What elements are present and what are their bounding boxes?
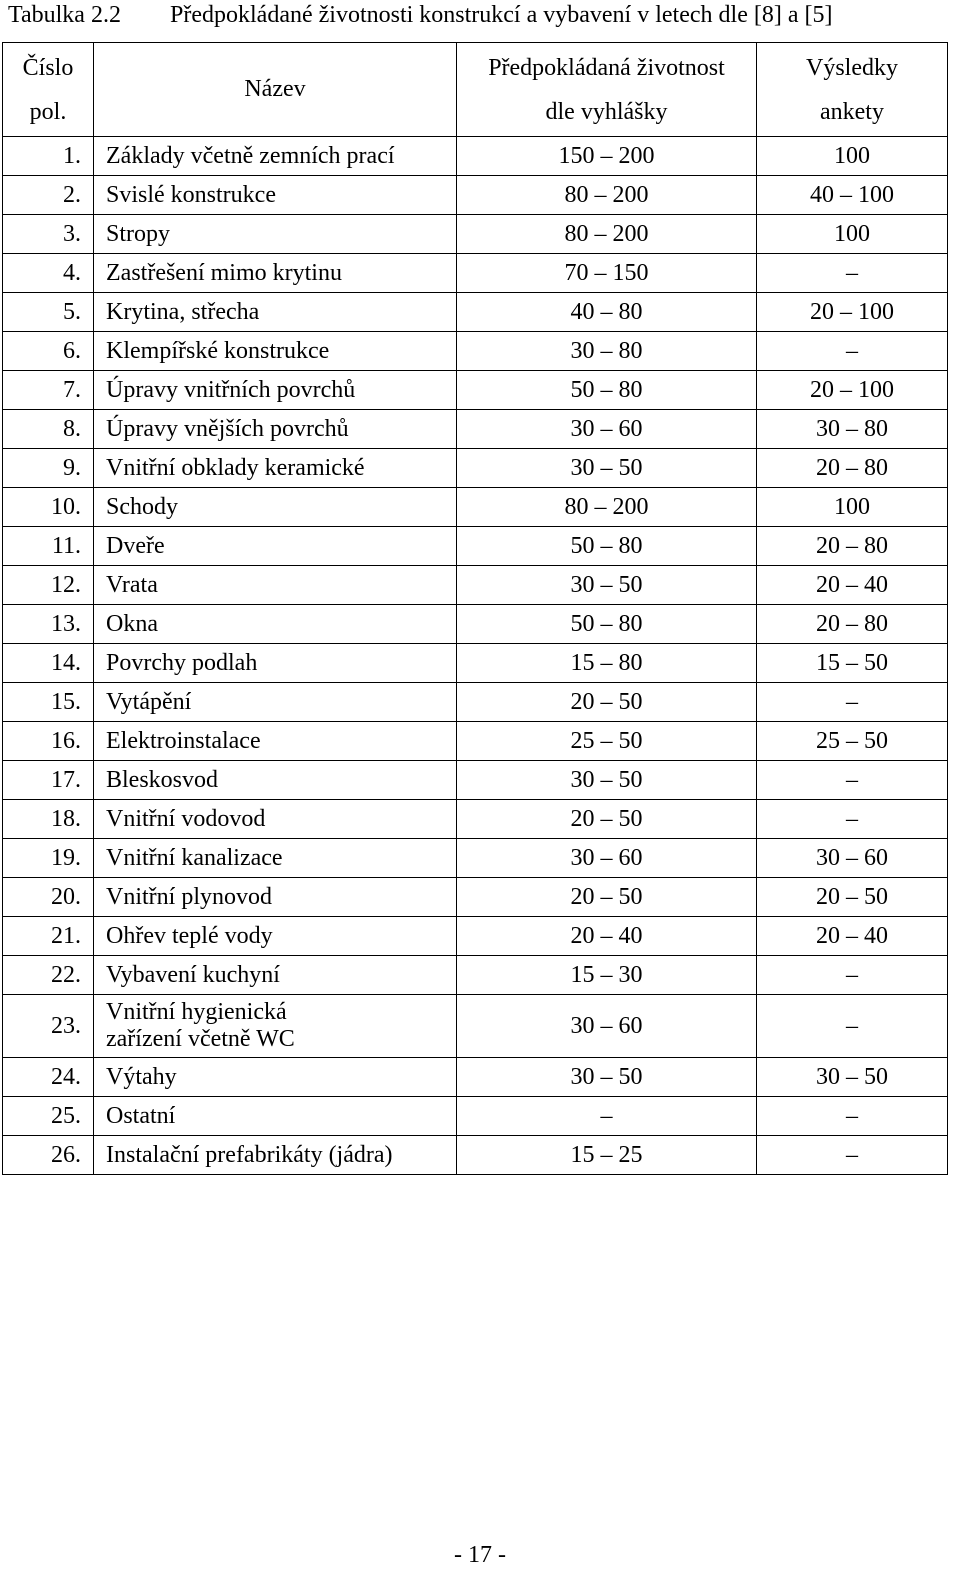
row-name: Svislé konstrukce [94, 176, 457, 215]
row-expected-life: 80 – 200 [457, 215, 757, 254]
row-name: Povrchy podlah [94, 644, 457, 683]
row-number: 9. [3, 449, 94, 488]
table-row [3, 800, 948, 839]
table-row [3, 332, 948, 371]
table-row [3, 917, 948, 956]
header-survey-line-2: ankety [820, 98, 884, 125]
row-expected-life: 70 – 150 [457, 254, 757, 293]
row-name: Vnitřní plynovod [94, 878, 457, 917]
row-survey: 20 – 40 [757, 566, 948, 605]
row-expected-life: 30 – 50 [457, 566, 757, 605]
table-row [3, 605, 948, 644]
row-name: Úpravy vnitřních povrchů [94, 371, 457, 410]
row-survey: – [757, 1136, 948, 1175]
row-survey: 20 – 100 [757, 293, 948, 332]
row-name: Vybavení kuchyní [94, 956, 457, 995]
row-number: 18. [3, 800, 94, 839]
row-survey: – [757, 1097, 948, 1136]
row-expected-life: 30 – 50 [457, 1058, 757, 1097]
row-name: Okna [94, 605, 457, 644]
row-survey: – [757, 254, 948, 293]
row-name: Bleskosvod [94, 761, 457, 800]
row-number: 5. [3, 293, 94, 332]
table-row [3, 644, 948, 683]
row-expected-life: 15 – 30 [457, 956, 757, 995]
row-survey: 20 – 80 [757, 527, 948, 566]
row-expected-life: 150 – 200 [457, 137, 757, 176]
row-number: 17. [3, 761, 94, 800]
row-survey: 100 [757, 488, 948, 527]
row-name: Instalační prefabrikáty (jádra) [94, 1136, 457, 1175]
row-number: 1. [3, 137, 94, 176]
page-number: - 17 - [454, 1542, 506, 1568]
row-survey: 15 – 50 [757, 644, 948, 683]
row-expected-life: 30 – 50 [457, 449, 757, 488]
row-number: 8. [3, 410, 94, 449]
row-survey: 20 – 50 [757, 878, 948, 917]
row-survey: 100 [757, 137, 948, 176]
table-row [3, 527, 948, 566]
row-expected-life: 20 – 50 [457, 800, 757, 839]
row-number: 23. [3, 995, 94, 1058]
row-name: Elektroinstalace [94, 722, 457, 761]
row-expected-life: 30 – 60 [457, 995, 757, 1058]
header-name: Název [94, 43, 457, 137]
table-row [3, 878, 948, 917]
row-name: Schody [94, 488, 457, 527]
row-name: Ostatní [94, 1097, 457, 1136]
row-number: 21. [3, 917, 94, 956]
row-expected-life: 50 – 80 [457, 371, 757, 410]
row-number: 20. [3, 878, 94, 917]
row-survey: 20 – 40 [757, 917, 948, 956]
table-row [3, 839, 948, 878]
table-row [3, 995, 948, 1058]
row-number: 25. [3, 1097, 94, 1136]
header-number-line-2: pol. [29, 98, 67, 125]
row-expected-life: 20 – 40 [457, 917, 757, 956]
lifetime-table [2, 42, 948, 1175]
row-name: Vnitřní hygienická zařízení včetně WC [94, 995, 457, 1058]
row-name: Dveře [94, 527, 457, 566]
row-name: Vrata [94, 566, 457, 605]
row-survey: 100 [757, 215, 948, 254]
row-expected-life: 30 – 60 [457, 410, 757, 449]
row-expected-life: – [457, 1097, 757, 1136]
row-expected-life: 30 – 50 [457, 761, 757, 800]
row-survey: – [757, 995, 948, 1058]
table-row [3, 761, 948, 800]
row-name: Zastřešení mimo krytinu [94, 254, 457, 293]
row-number: 2. [3, 176, 94, 215]
table-row [3, 176, 948, 215]
header-expected-life-line-2: dle vyhlášky [545, 98, 668, 125]
row-survey: 30 – 50 [757, 1058, 948, 1097]
table-row [3, 449, 948, 488]
table-row [3, 1136, 948, 1175]
table-row [3, 1058, 948, 1097]
row-number: 19. [3, 839, 94, 878]
row-number: 4. [3, 254, 94, 293]
row-survey: 20 – 80 [757, 605, 948, 644]
row-expected-life: 80 – 200 [457, 176, 757, 215]
row-number: 10. [3, 488, 94, 527]
row-number: 12. [3, 566, 94, 605]
row-name: Stropy [94, 215, 457, 254]
row-survey: – [757, 761, 948, 800]
row-expected-life: 40 – 80 [457, 293, 757, 332]
row-expected-life: 30 – 60 [457, 839, 757, 878]
row-number: 7. [3, 371, 94, 410]
table-row [3, 488, 948, 527]
table-row [3, 137, 948, 176]
header-number [3, 43, 94, 137]
row-survey: – [757, 683, 948, 722]
row-name: Vnitřní kanalizace [94, 839, 457, 878]
row-survey: 25 – 50 [757, 722, 948, 761]
row-expected-life: 15 – 80 [457, 644, 757, 683]
row-expected-life: 15 – 25 [457, 1136, 757, 1175]
row-number: 3. [3, 215, 94, 254]
row-name: Krytina, střecha [94, 293, 457, 332]
row-name: Vytápění [94, 683, 457, 722]
table-header-row [3, 43, 948, 137]
row-number: 6. [3, 332, 94, 371]
row-survey: 20 – 80 [757, 449, 948, 488]
row-name: Vnitřní obklady keramické [94, 449, 457, 488]
table-caption [8, 0, 832, 30]
row-survey: – [757, 332, 948, 371]
row-name: Výtahy [94, 1058, 457, 1097]
row-number: 16. [3, 722, 94, 761]
row-survey: 30 – 60 [757, 839, 948, 878]
table-row [3, 566, 948, 605]
table-row [3, 683, 948, 722]
table-row [3, 254, 948, 293]
row-expected-life: 50 – 80 [457, 605, 757, 644]
row-name: Vnitřní vodovod [94, 800, 457, 839]
row-number: 13. [3, 605, 94, 644]
table-row [3, 410, 948, 449]
row-survey: 20 – 100 [757, 371, 948, 410]
header-survey-line-1: Výsledky [806, 54, 898, 81]
row-number: 26. [3, 1136, 94, 1175]
row-expected-life: 20 – 50 [457, 683, 757, 722]
header-survey [757, 43, 948, 137]
table-row [3, 215, 948, 254]
row-name: Úpravy vnějších povrchů [94, 410, 457, 449]
row-survey: – [757, 956, 948, 995]
table-row [3, 1097, 948, 1136]
table-caption-label: Tabulka 2.2 [8, 2, 121, 28]
table-row [3, 722, 948, 761]
table-row [3, 371, 948, 410]
row-survey: 40 – 100 [757, 176, 948, 215]
row-number: 24. [3, 1058, 94, 1097]
header-expected-life-line-1: Předpokládaná životnost [488, 54, 725, 81]
header-expected-life [457, 43, 757, 137]
table-row [3, 956, 948, 995]
row-number: 15. [3, 683, 94, 722]
row-number: 14. [3, 644, 94, 683]
row-survey: – [757, 800, 948, 839]
table-caption-text: Předpokládané životnosti konstrukcí a vybavení v letech dle [8] a [5] [170, 2, 833, 28]
row-expected-life: 20 – 50 [457, 878, 757, 917]
header-number-line-1: Číslo [22, 54, 74, 81]
table-row [3, 293, 948, 332]
row-name: Základy včetně zemních prací [94, 137, 457, 176]
row-survey: 30 – 80 [757, 410, 948, 449]
row-expected-life: 80 – 200 [457, 488, 757, 527]
row-expected-life: 50 – 80 [457, 527, 757, 566]
row-number: 22. [3, 956, 94, 995]
row-name: Ohřev teplé vody [94, 917, 457, 956]
row-expected-life: 30 – 80 [457, 332, 757, 371]
row-name: Klempířské konstrukce [94, 332, 457, 371]
row-number: 11. [3, 527, 94, 566]
row-expected-life: 25 – 50 [457, 722, 757, 761]
